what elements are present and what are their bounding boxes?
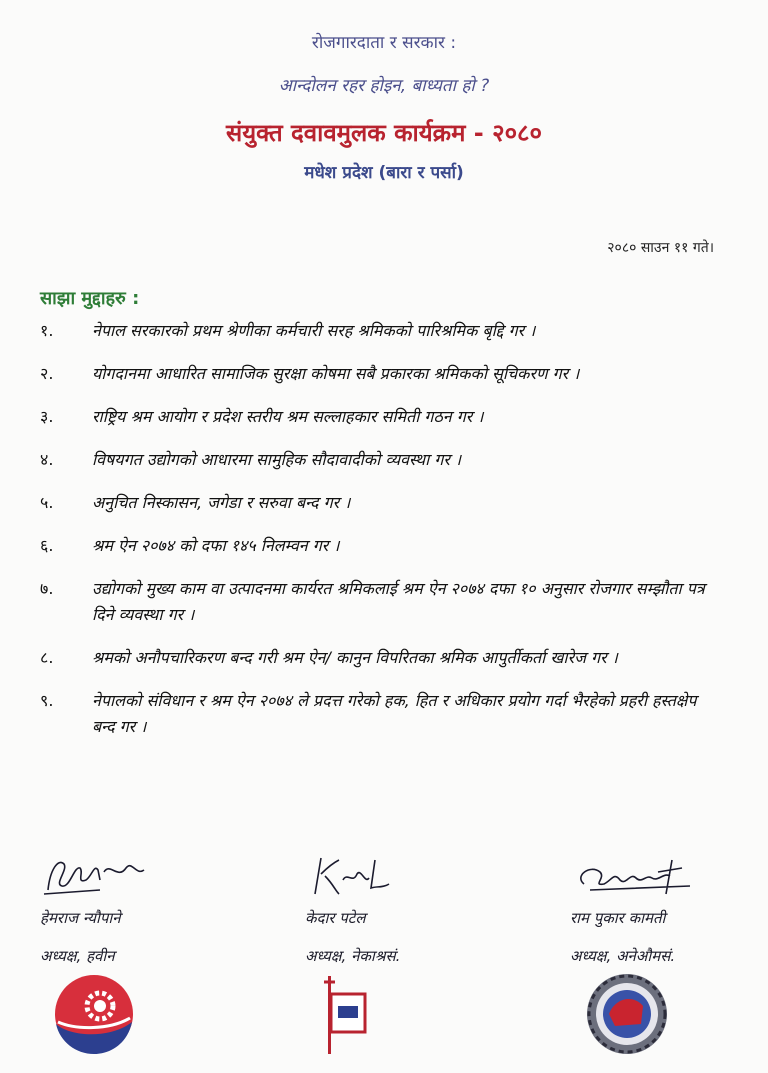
list-item [40, 645, 720, 671]
list-item [40, 318, 720, 344]
item-number: ८. [40, 648, 54, 667]
signature-2 [305, 850, 435, 900]
item-text: श्रम ऐन २०७४ को दफा १४५ निलम्वन गर । [92, 536, 340, 555]
list-item [40, 404, 720, 430]
item-text: अनुचित निस्कासन, जगेडा र सरुवा बन्द गर । [92, 493, 351, 512]
signatory-3 [570, 850, 768, 966]
list-item [40, 576, 720, 628]
section-title: साझा मुद्दाहरु : [40, 288, 140, 309]
signature-1 [40, 850, 170, 900]
signatory-role: अध्यक्ष, हवीन [40, 947, 115, 965]
item-text: उद्योगको मुख्य काम वा उत्पादनमा कार्यरत श्रमिकलाई श्रम ऐन २०७४ दफा १० अनुसार रोजगार सम्झौता पत्र दिने व्यवस्था गर । [92, 579, 705, 624]
signatory-role: अध्यक्ष, नेकाश्रसं. [305, 947, 401, 965]
list-item [40, 688, 720, 740]
signatory-1 [40, 850, 240, 966]
item-number: ९. [40, 691, 54, 710]
item-number: २. [40, 364, 54, 383]
item-number: ४. [40, 450, 54, 469]
item-number: ७. [40, 579, 54, 598]
signatory-name: राम पुकार कामती [570, 909, 666, 927]
item-number: १. [40, 321, 54, 340]
signatory-role: अध्यक्ष, अनेऔमसं. [570, 947, 676, 965]
signature-3 [570, 850, 700, 900]
nepal-trade-union-flag-icon [318, 972, 368, 1056]
signatory-2 [305, 850, 505, 966]
list-item [40, 361, 720, 387]
item-number: ६. [40, 536, 54, 555]
document-date: २०८० साउन ११ गते। [607, 240, 714, 256]
header-line-2: आन्दोलन रहर होइन, बाध्यता हो ? [278, 76, 490, 96]
item-number: ५. [40, 493, 54, 512]
item-text: राष्ट्रिय श्रम आयोग र प्रदेश स्तरीय श्रम सल्लाहकार समिती गठन गर । [92, 407, 484, 426]
document-subtitle: मधेश प्रदेश (बारा र पर्सा) [304, 163, 464, 183]
item-text: विषयगत उद्योगको आधारमा सामुहिक सौदावादीको व्यवस्था गर । [92, 450, 462, 469]
item-number: ३. [40, 407, 54, 426]
list-item [40, 533, 720, 559]
list-item [40, 447, 720, 473]
demands-list [40, 318, 720, 757]
item-text: नेपाल सरकारको प्रथम श्रेणीका कर्मचारी सरह श्रमिकको पारिश्रमिक बृद्दि गर । [92, 321, 536, 340]
header-line-1: रोजगारदाता र सरकार : [311, 33, 457, 53]
item-text: श्रमको अनौपचारिकरण बन्द गरी श्रम ऐन/ कानुन विपरितका श्रमिक आपुर्तीकर्ता खारेज गर । [92, 648, 618, 667]
document-title: संयुक्त दवावमुलक कार्यक्रम - २०८० [225, 119, 543, 147]
item-text: नेपालको संविधान र श्रम ऐन २०७४ ले प्रदत्त गरेको हक, हित र अधिकार प्रयोग गर्दा भैरहेको प्रहरी हस्तक्षेप बन्द गर । [92, 691, 697, 736]
gefont-logo-icon [52, 972, 136, 1056]
signatory-name: हेमराज न्यौपाने [40, 909, 121, 927]
anfto-logo-icon [585, 972, 669, 1056]
signatory-name: केदार पटेल [305, 909, 366, 927]
list-item [40, 490, 720, 516]
item-text: योगदानमा आधारित सामाजिक सुरक्षा कोषमा सबै प्रकारका श्रमिकको सूचिकरण गर । [92, 364, 580, 383]
